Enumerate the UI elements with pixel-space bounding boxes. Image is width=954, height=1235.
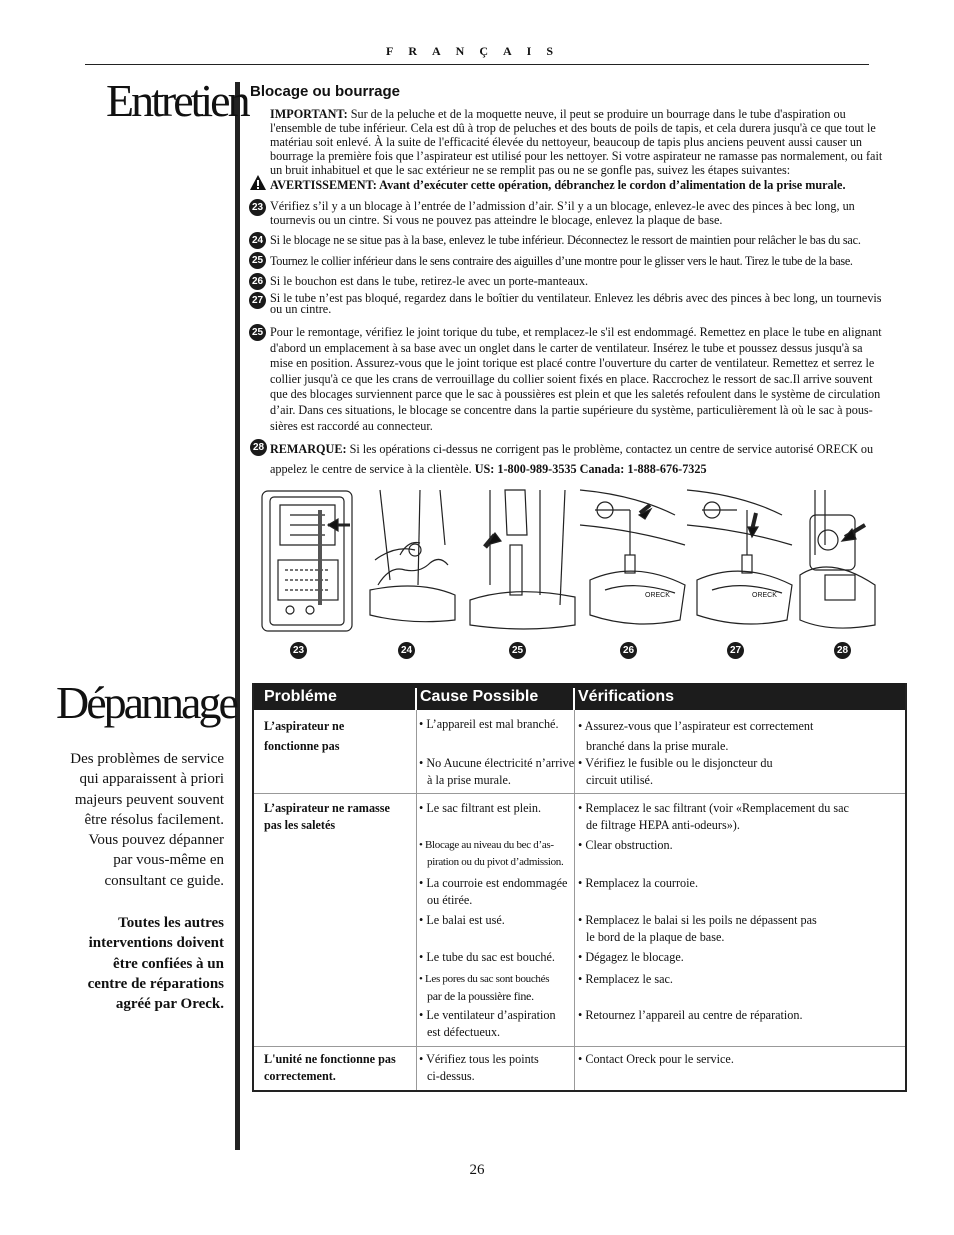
step-24-text: Si le blocage ne se situe pas à la base, enlevez le tube inférieur. Déconnectez le ressort de maintien pour relâcher le bas du sac.	[270, 233, 861, 247]
table-row-3-verif-1: • Contact Oreck pour le service.	[578, 1052, 734, 1066]
figure-number-27: 27	[727, 642, 744, 659]
table-row-2-cause-3: • La courroie est endommagée ou étirée.	[419, 876, 568, 907]
table-row-2-cause-2: • Blocage au niveau du bec d’as- piration ou du pivot d’admission.	[419, 839, 564, 868]
table-row-2-verif-5: • Dégagez le blocage.	[578, 950, 684, 964]
step-27-badge: 27	[249, 292, 266, 309]
important-line-5: un bruit inhabituel et que le sac extérieur ne se remplit pas ou ne se gonfle pas, suivez les étapes suivantes:	[270, 163, 791, 177]
step-23-badge: 23	[249, 199, 266, 216]
figure-27-base-unit	[687, 490, 792, 624]
title-depannage: Dépannage	[56, 677, 236, 728]
warning-icon	[249, 174, 267, 191]
step-27-text: Si le tube n’est pas bloqué, regardez dans le boîtier du ventilateur. Enlevez les débris avec des pinces à bec long, un tournevis ou un cintre.	[270, 291, 882, 316]
figures-strip	[250, 485, 880, 635]
table-row-2-cause-6: • Les pores du sac sont bouchés par de la poussière fine.	[419, 973, 550, 1003]
table-row-2-cause-5: • Le tube du sac est bouché.	[419, 950, 555, 964]
table-row-2-cause-7: • Le ventilateur d’aspiration est défectueux.	[419, 1008, 556, 1039]
depannage-intro: Des problèmes de service qui apparaissent à priori majeurs peuvent souvent être résolus facilement. Vous pouvez dépanner par vous-même en consultant ce guide.	[70, 751, 224, 889]
figure-24-hands-tube	[370, 490, 455, 622]
step-reassembly-text: Pour le remontage, vérifiez le joint torique du tube, et remplacez-le s'il est endommagé. Remettez en place le tube en alignant d'abord un emplacement à sa base avec un onglet dans le carter de ventilateur. Insérez le tube et poussez dessus jusqu'à sa mise en position. Assurez-vous que le joint torique est placé contre l'ouverture du carter de ventilateur. Remettez et serrez le collier jusqu'à ce que les crans de verrouillage du collier soient fixés en place. Raccrochez le ressort de sac.Il arrive souvent que des blocages surviennent parce que le sac à poussières est plein et que les saletés refoulent dans le système de circulation d’air. Dans ces situations, le blocage se concentre dans la partie supérieure du système, particulièrement là où le sac à pous- sières est raccordé au connecteur.	[270, 325, 882, 433]
page-number: 26	[469, 1162, 485, 1178]
important-line-3: matériau soit enlevé. À la suite de l'efficacité élevée du nettoyeur, beaucoup de tapis plus anciens peuvent aussi causer un	[270, 135, 863, 149]
step-25-text: Tournez le collier inférieur dans le sens contraire des aiguilles d’une montre pour le glisser vers le haut. Tirez le tube de la base.	[270, 254, 853, 268]
table-row-2-verif-7: • Retournez l’appareil au centre de réparation.	[578, 1008, 803, 1022]
figure-number-24: 24	[398, 642, 415, 659]
figure-26-brand: ORECK	[645, 592, 670, 599]
table-row-3-problem: L'unité ne fonctionne pas correctement.	[264, 1052, 396, 1083]
depannage-note: Toutes les autres interventions doivent être confiées à un centre de réparations agréé par Oreck.	[87, 915, 224, 1013]
figure-23-base-underside	[262, 491, 352, 631]
table-row-2-verif-4: • Remplacez le balai si les poils ne dépassent pas le bord de la plaque de base.	[578, 913, 817, 944]
table-row-1-problem: L’aspirateur ne fonctionne pas	[264, 719, 345, 753]
figure-number-25: 25	[509, 642, 526, 659]
figure-27-brand: ORECK	[752, 592, 777, 599]
important-line-2: l'ensemble de tube inférieur. Cela est dû à trop de peluches et des bouts de poils de tapis, et cela durera jusqu'à ce que tout le	[270, 121, 876, 135]
step-26-badge: 26	[249, 273, 266, 290]
important-paragraph	[270, 107, 895, 177]
table-header	[254, 683, 905, 710]
table-row-1-cause-1: • L’appareil est mal branché.	[419, 717, 559, 731]
header-probleme: Probléme	[264, 688, 337, 705]
table-row-2-verif-2: • Clear obstruction.	[578, 838, 673, 852]
step-25b-badge: 25	[249, 324, 266, 341]
important-label: IMPORTANT:	[270, 107, 348, 121]
table-row-2-cause-4: • Le balai est usé.	[419, 913, 505, 927]
figure-number-28: 28	[834, 642, 851, 659]
table-row-2-verif-3: • Remplacez la courroie.	[578, 876, 698, 890]
figure-number-23: 23	[290, 642, 307, 659]
important-line-4: bourrage la première fois que l’aspirateur est utilisé pour les nettoyer. Si votre aspirateur ne ramasse pas normalement, ou fait	[270, 149, 883, 163]
vertical-divider	[235, 82, 240, 1150]
table-row-1-cause-2: • No Aucune électricité n’arrive à la prise murale.	[419, 756, 575, 787]
remarque-badge: 28	[250, 439, 267, 456]
figure-26-base-unit	[580, 490, 685, 624]
important-line-1: Sur de la peluche et de la moquette neuve, il peut se produire un bourrage dans le tube d'aspiration ou	[347, 107, 846, 121]
table-row-1-verif-1: • Assurez-vous que l’aspirateur est correctement branché dans la prise murale.	[578, 719, 814, 753]
remarque-text: REMARQUE: Si les opérations ci-dessus ne corrigent pas le problème, contactez un centre de service autorisé ORECK ou appelez le centre de service à la clientèle. US: 1-800-989-3535 Canada: 1-888-676-7325	[270, 442, 874, 476]
table-row-2-verif-6: • Remplacez le sac.	[578, 972, 673, 986]
header-rule	[85, 64, 869, 65]
table-row-2-problem: L’aspirateur ne ramasse pas les saletés	[264, 801, 390, 832]
table-row-1-verif-2: • Vérifiez le fusible ou le disjoncteur du circuit utilisé.	[578, 756, 773, 787]
figure-28-fan-housing	[800, 490, 875, 628]
step-24-badge: 24	[249, 232, 266, 249]
troubleshooting-table	[252, 683, 907, 1092]
figure-number-26: 26	[620, 642, 637, 659]
title-entretien: Entretien	[106, 75, 248, 126]
step-25-badge: 25	[249, 252, 266, 269]
step-26-text: Si le bouchon est dans le tube, retirez-le avec un porte-manteaux.	[270, 274, 589, 288]
section-heading-blocage: Blocage ou bourrage	[250, 83, 401, 100]
header-cause: Cause Possible	[420, 688, 539, 705]
header-language: FRANÇAIS	[385, 44, 568, 58]
header-verifications: Vérifications	[578, 688, 675, 705]
table-row-2-verif-1: • Remplacez le sac filtrant (voir «Remplacement du sac de filtrage HEPA anti-odeurs»).	[578, 801, 849, 832]
step-23-text: Vérifiez s’il y a un blocage à l’entrée de l’admission d’air. S’il y a un blocage, enlevez-le avec des pinces à bec long, un tournevis ou un cintre. Si vous ne pouvez pas atteindre le blocage, enlevez la plaque de base.	[270, 199, 855, 227]
table-row-3-cause-1: • Vérifiez tous les points ci-dessus.	[419, 1052, 539, 1083]
table-row-2-cause-1: • Le sac filtrant est plein.	[419, 801, 542, 815]
warning-text: AVERTISSEMENT: Avant d’exécuter cette opération, débranchez le cordon d’alimentation de la prise murale.	[270, 178, 846, 192]
figure-25-tube-base	[470, 490, 575, 629]
phone-numbers: US: 1-800-989-3535 Canada: 1-888-676-7325	[474, 462, 707, 476]
